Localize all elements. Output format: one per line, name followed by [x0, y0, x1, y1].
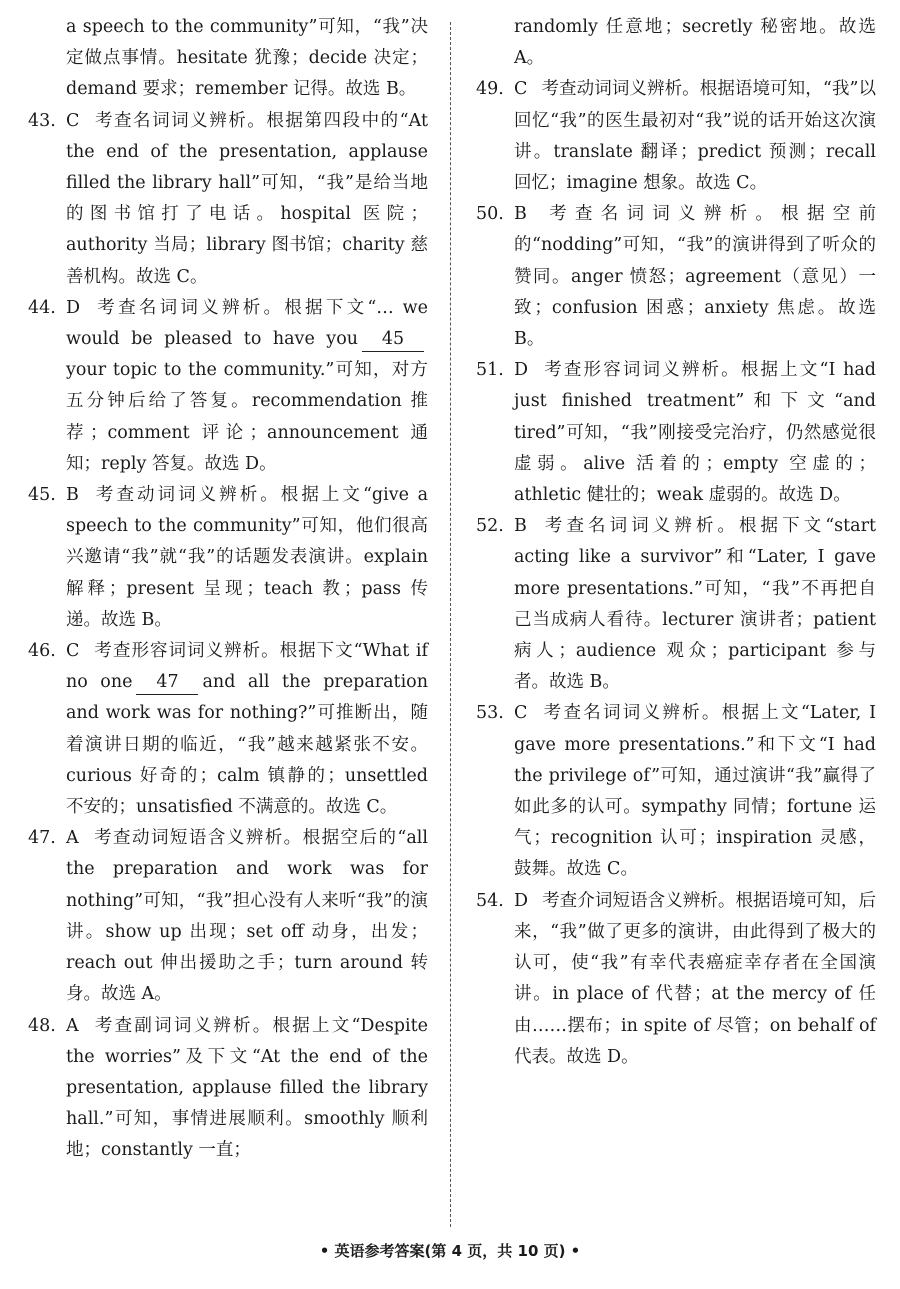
- answer-letter: B: [66, 485, 79, 506]
- explanation: 考查形容词词义辨析。根据上文“I had just finished treatment”和下文“and tired”可知，“我”刚接受完治疗，仍然感觉很虚弱。alive 活着的；empty 空虚的；athletic 健壮的；weak 虚弱的。故选 D。: [514, 360, 876, 506]
- question-number: 48.: [28, 1015, 56, 1036]
- question-number: 51.: [476, 360, 504, 381]
- answer-letter: C: [66, 641, 80, 662]
- explanation: 考查动词短语含义辨析。根据空后的“all the preparation and work was for nothing”可知，“我”担心没有人来听“我”的演讲。show up 出现；set off 动身，出发；reach out 伸出援助之手；turn around 转身。故选 A。: [66, 828, 428, 1005]
- blank-47: 47: [136, 670, 198, 695]
- question-number: 49.: [476, 79, 504, 100]
- answer-letter: A: [66, 1015, 79, 1036]
- answer-52: [476, 511, 876, 698]
- answer-46: [28, 636, 428, 823]
- question-number: 43.: [28, 110, 56, 131]
- explanation: 考查名词词义辨析。根据下文“start acting like a survivor”和“Later, I gave more presentations.”可知，“我”不再把自己当成病人看待。lecturer 演讲者；patient 病人；audience 观众；participant 参与者。故选 B。: [514, 516, 876, 693]
- blank-45: 45: [362, 327, 424, 352]
- answer-letter: C: [66, 110, 80, 131]
- continuation-48: randomly 任意地；secretly 秘密地。故选 A。: [514, 17, 876, 69]
- explanation-part-b: your topic to the community.”可知，对方五分钟后给了答复。recommendation 推荐；comment 评论；announcement 通知；reply 答复。故选 D。: [66, 360, 428, 474]
- question-number: 45.: [28, 485, 56, 506]
- answer-50: [476, 199, 876, 355]
- answer-letter: D: [66, 297, 81, 318]
- question-number: 47.: [28, 828, 56, 849]
- explanation-part-b: and all the preparation and work was for nothing?”可推断出，随着演讲日期的临近，“我”越来越紧张不安。curious 好奇的；calm 镇静的；unsettled 不安的；unsatisfied 不满意的。故选 C。: [66, 672, 428, 818]
- answer-letter: C: [514, 703, 528, 724]
- answer-45: [28, 480, 428, 636]
- answer-48: [28, 1011, 428, 1167]
- answer-letter: B: [514, 204, 527, 225]
- left-column: [28, 12, 428, 1167]
- answer-51: [476, 355, 876, 511]
- question-number: 54.: [476, 890, 504, 911]
- answer-44: [28, 293, 428, 480]
- answer-47: [28, 823, 428, 1010]
- continuation-42: a speech to the community”可知，“我”决定做点事情。hesitate 犹豫；decide 决定；demand 要求；remember 记得。故选 B。: [66, 17, 428, 100]
- column-divider: [450, 22, 451, 1227]
- explanation: 考查介词短语含义辨析。根据语境可知，后来，“我”做了更多的演讲，由此得到了极大的认可，使“我”有幸代表癌症幸存者在全国演讲。in place of 代替；at the mercy of 任由……摆布；in spite of 尽管；on behalf of 代表。故选 D。: [514, 890, 876, 1067]
- right-column: [476, 12, 876, 1073]
- answer-49: [476, 74, 876, 199]
- answer-letter: D: [514, 360, 529, 381]
- explanation: 考查名词词义辨析。根据空前的“nodding”可知，“我”的演讲得到了听众的赞同。anger 愤怒；agreement（意见）一致；confusion 困惑；anxiety 焦虑。故选 B。: [514, 204, 876, 350]
- page-footer: • 英语参考答案(第 4 页，共 10 页) •: [319, 1242, 581, 1260]
- answer-letter: C: [514, 79, 528, 100]
- question-number: 44.: [28, 297, 56, 318]
- answer-letter: A: [66, 828, 79, 849]
- answer-53: [476, 698, 876, 885]
- question-number: 46.: [28, 641, 56, 662]
- answer-54: [476, 886, 876, 1073]
- explanation: 考查副词词义辨析。根据上文“Despite the worries”及下文“At the end of the presentation, applause filled the library hall.”可知，事情进展顺利。smoothly 顺利地；constantly 一直；: [66, 1015, 428, 1161]
- answer-letter: B: [514, 516, 527, 537]
- question-number: 53.: [476, 703, 504, 724]
- explanation-part-a: 考查形容词词义辨析。根据下文“What if no one: [66, 641, 428, 693]
- explanation-part-a: 考查名词词义辨析。根据下文“… we would be pleased to have you: [66, 297, 428, 350]
- question-number: 52.: [476, 516, 504, 537]
- question-number: 50.: [476, 204, 504, 225]
- answer-letter: D: [514, 890, 529, 911]
- explanation: 考查动词词义辨析。根据语境可知，“我”以回忆“我”的医生最初对“我”说的话开始这次演讲。translate 翻译；predict 预测；recall 回忆；imagine 想象。故选 C。: [514, 79, 876, 194]
- explanation: 考查名词词义辨析。根据第四段中的“At the end of the presentation, applause filled the library hall”可知，“我”是给当地的图书馆打了电话。hospital 医院；authority 当局；library 图书馆；charity 慈善机构。故选 C。: [66, 110, 428, 287]
- explanation: 考查动词词义辨析。根据上文“give a speech to the community”可知，他们很高兴邀请“我”就“我”的话题发表演讲。explain 解释；present 呈现；teach 教；pass 传递。故选 B。: [66, 485, 428, 630]
- explanation: 考查名词词义辨析。根据上文“Later, I gave more presentations.”和下文“I had the privilege of”可知，通过演讲“我”赢得了如此多的认可。sympathy 同情；fortune 运气；recognition 认可；inspiration 灵感，鼓舞。故选 C。: [514, 703, 876, 880]
- answer-43: [28, 106, 428, 293]
